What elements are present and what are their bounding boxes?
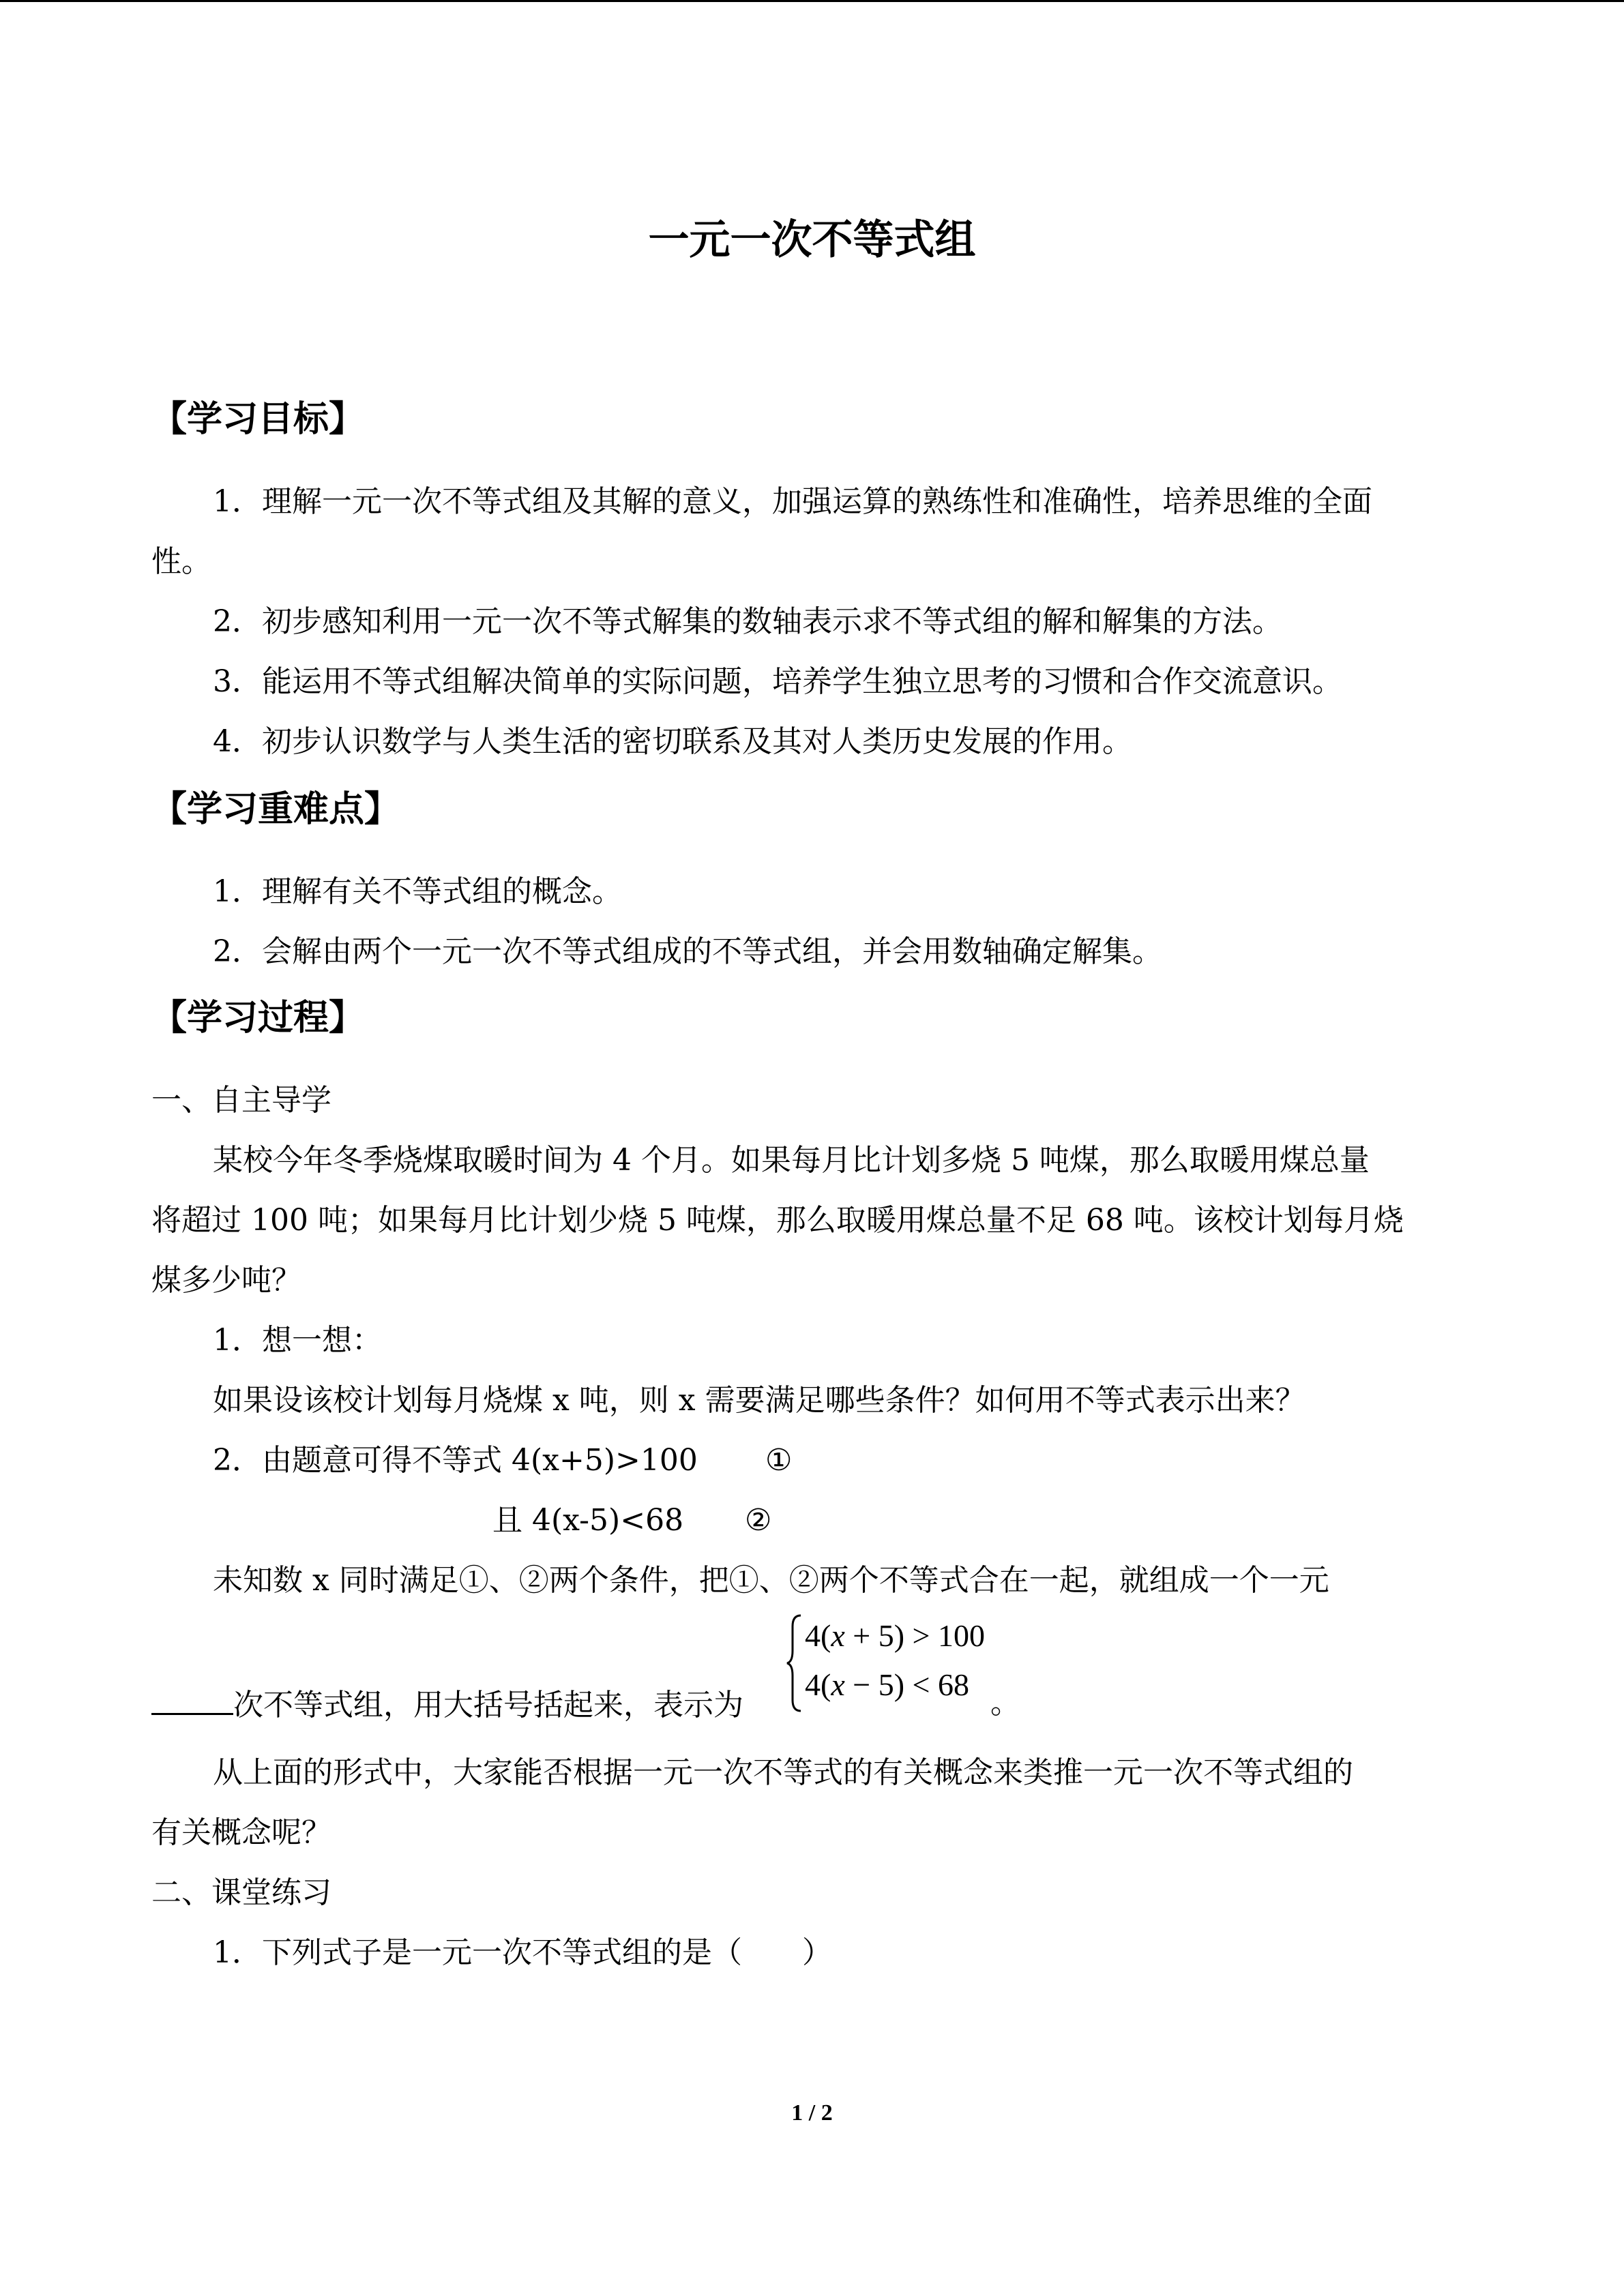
top-border [0, 0, 1624, 2]
analogy-line-2: 有关概念呢？ [151, 1815, 331, 1850]
part2-title: 二、课堂练习 [151, 1875, 331, 1910]
problem-line-1: 某校今年冬季烧煤取暖时间为 4 个月。如果每月比计划多烧 5 吨煤，那么取暖用煤总量 [213, 1143, 1370, 1178]
think-text: 如果设该校计划每月烧煤 x 吨，则 x 需要满足哪些条件？如何用不等式表示出来？ [213, 1383, 1305, 1418]
exercise-1: 1．下列式子是一元一次不等式组的是（ ） [213, 1935, 832, 1970]
think-label: 1．想一想： [213, 1323, 382, 1358]
inequality-mark-2: ② [745, 1503, 772, 1538]
goal-item-1-cont: 性。 [151, 544, 211, 579]
goal-item-3: 3．能运用不等式组解决简单的实际问题，培养学生独立思考的习惯和合作交流意识。 [213, 664, 1342, 699]
problem-line-3: 煤多少吨？ [151, 1263, 301, 1298]
system-end-punct: 。 [990, 1686, 1020, 1720]
inequality-system [786, 1611, 1011, 1714]
fill-in-blank[interactable] [151, 1683, 233, 1715]
part1-title: 一、自主导学 [151, 1083, 331, 1118]
page-number: 1 / 2 [791, 2100, 833, 2126]
system-text: 次不等式组，用大括号括起来，表示为 [233, 1688, 743, 1723]
system-equation-1: 4(x + 5) > 100 [805, 1618, 985, 1653]
goal-item-2: 2．初步感知利用一元一次不等式解集的数轴表示求不等式组的解和解集的方法。 [213, 604, 1282, 639]
heading-learning-goals: 【学习目标】 [151, 399, 365, 440]
analogy-line-1: 从上面的形式中，大家能否根据一元一次不等式的有关概念来类推一元一次不等式组的 [213, 1755, 1353, 1790]
system-line [151, 1683, 743, 1726]
heading-key-points: 【学习重难点】 [151, 789, 400, 830]
document-title: 一元一次不等式组 [648, 216, 976, 264]
inequality-line-2: 且 4(x-5)<68 [492, 1503, 684, 1538]
system-equation-2: 4(x − 5) < 68 [805, 1667, 969, 1702]
combine-text: 未知数 x 同时满足①、②两个条件，把①、②两个不等式合在一起，就组成一个一元 [213, 1563, 1329, 1598]
key-point-2: 2．会解由两个一元一次不等式组成的不等式组，并会用数轴确定解集。 [213, 934, 1162, 969]
problem-line-2: 将超过 100 吨；如果每月比计划少烧 5 吨煤，那么取暖用煤总量不足 68 吨。该校计划每月烧 [151, 1203, 1404, 1238]
heading-learning-process: 【学习过程】 [151, 998, 365, 1039]
left-brace-icon [786, 1611, 803, 1714]
goal-item-1: 1．理解一元一次不等式组及其解的意义，加强运算的熟练性和准确性，培养思维的全面 [213, 484, 1372, 519]
inequality-mark-1: ① [765, 1443, 793, 1478]
key-point-1: 1．理解有关不等式组的概念。 [213, 874, 622, 909]
inequality-line-1: 2．由题意可得不等式 4(x+5)>100 [213, 1443, 698, 1478]
goal-item-4: 4．初步认识数学与人类生活的密切联系及其对人类历史发展的作用。 [213, 724, 1132, 759]
